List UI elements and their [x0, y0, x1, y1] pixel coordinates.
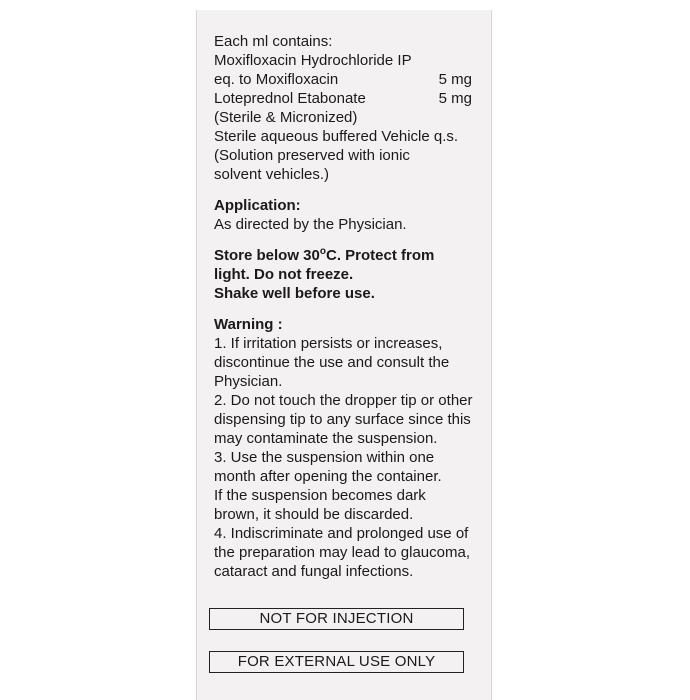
warning-line: 3. Use the suspension within one	[214, 449, 435, 466]
application-text: As directed by the Physician.	[214, 216, 407, 233]
warning-line: 1. If irritation persists or increases,	[214, 335, 443, 352]
storage-line-3: Shake well before use.	[214, 285, 375, 302]
vehicle-line-2: (Solution preserved with ionic	[214, 147, 410, 164]
ingredient-2-row	[214, 89, 472, 108]
warning-line: dispensing tip to any surface since this	[214, 411, 471, 428]
warning-line: If the suspension becomes dark	[214, 487, 426, 504]
composition-heading: Each ml contains:	[214, 33, 333, 50]
not-for-injection-box: NOT FOR INJECTION	[209, 608, 464, 630]
degree-symbol: o	[319, 246, 326, 257]
label-text-block	[214, 32, 479, 581]
ingredient-1-amount: 5 mg	[438, 71, 472, 88]
storage-line-1	[214, 246, 479, 265]
warning-line: brown, it should be discarded.	[214, 506, 414, 523]
storage-line-1-pre: Store below 30	[214, 247, 320, 264]
vehicle-line-3: solvent vehicles.)	[214, 166, 330, 183]
ingredient-1-row	[214, 70, 472, 89]
external-use-box: FOR EXTERNAL USE ONLY	[209, 651, 464, 673]
carton-panel	[196, 10, 492, 700]
warning-line: Physician.	[214, 373, 283, 390]
warning-line: 2. Do not touch the dropper tip or other	[214, 392, 473, 409]
warning-heading: Warning :	[214, 316, 283, 333]
ingredient-2-amount: 5 mg	[438, 90, 472, 107]
vehicle-line-1: Sterile aqueous buffered Vehicle q.s.	[214, 128, 459, 145]
warning-line: discontinue the use and consult the	[214, 354, 450, 371]
ingredient-1-eq: eq. to Moxifloxacin	[214, 71, 339, 88]
storage-line-1-post: C. Protect from	[325, 247, 435, 264]
storage-line-2: light. Do not freeze.	[214, 266, 354, 283]
warning-line: cataract and fungal infections.	[214, 563, 414, 580]
ingredient-2-name: Loteprednol Etabonate	[214, 90, 366, 107]
application-heading: Application:	[214, 197, 301, 214]
warning-line: the preparation may lead to glaucoma,	[214, 544, 470, 561]
warning-line: month after opening the container.	[214, 468, 442, 485]
warning-line: 4. Indiscriminate and prolonged use of	[214, 525, 469, 542]
ingredient-1-name: Moxifloxacin Hydrochloride IP	[214, 52, 412, 69]
ingredient-2-note: (Sterile & Micronized)	[214, 109, 358, 126]
warning-line: may contaminate the suspension.	[214, 430, 438, 447]
